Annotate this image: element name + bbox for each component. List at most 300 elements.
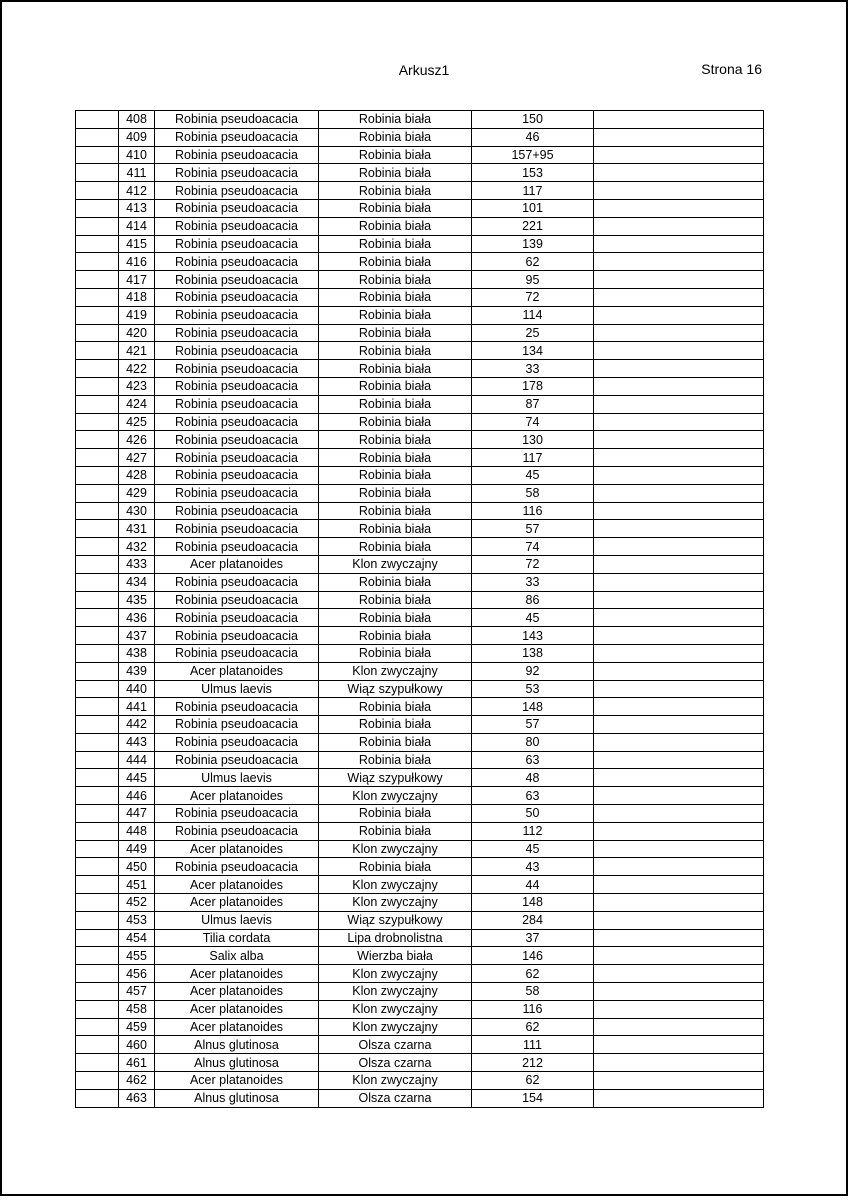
tree-number-cell: 416: [119, 253, 155, 271]
trunk-circumference-cell: 154: [472, 1089, 594, 1107]
notes-cell: [594, 894, 764, 912]
latin-name-cell: Ulmus laevis: [155, 680, 319, 698]
notes-cell: [594, 271, 764, 289]
trunk-circumference-cell: 130: [472, 431, 594, 449]
table-row: [76, 164, 764, 182]
trunk-circumference-cell: 284: [472, 911, 594, 929]
latin-name-cell: Robinia pseudoacacia: [155, 573, 319, 591]
blank-cell: [76, 288, 119, 306]
blank-cell: [76, 538, 119, 556]
latin-name-cell: Robinia pseudoacacia: [155, 271, 319, 289]
trunk-circumference-cell: 62: [472, 253, 594, 271]
latin-name-cell: Robinia pseudoacacia: [155, 716, 319, 734]
table-row: [76, 1000, 764, 1018]
notes-cell: [594, 253, 764, 271]
tree-number-cell: 424: [119, 395, 155, 413]
latin-name-cell: Robinia pseudoacacia: [155, 858, 319, 876]
polish-name-cell: Robinia biała: [319, 111, 472, 129]
table-row: [76, 271, 764, 289]
trunk-circumference-cell: 58: [472, 484, 594, 502]
trunk-circumference-cell: 117: [472, 449, 594, 467]
polish-name-cell: Robinia biała: [319, 484, 472, 502]
trunk-circumference-cell: 148: [472, 894, 594, 912]
notes-cell: [594, 911, 764, 929]
trunk-circumference-cell: 117: [472, 182, 594, 200]
table-row: [76, 217, 764, 235]
table-row: [76, 894, 764, 912]
tree-number-cell: 445: [119, 769, 155, 787]
trunk-circumference-cell: 57: [472, 520, 594, 538]
tree-number-cell: 419: [119, 306, 155, 324]
trunk-circumference-cell: 112: [472, 822, 594, 840]
polish-name-cell: Olsza czarna: [319, 1054, 472, 1072]
trunk-circumference-cell: 72: [472, 288, 594, 306]
polish-name-cell: Robinia biała: [319, 395, 472, 413]
latin-name-cell: Robinia pseudoacacia: [155, 306, 319, 324]
latin-name-cell: Alnus glutinosa: [155, 1089, 319, 1107]
table-row: [76, 395, 764, 413]
tree-number-cell: 412: [119, 182, 155, 200]
trunk-circumference-cell: 33: [472, 360, 594, 378]
latin-name-cell: Acer platanoides: [155, 662, 319, 680]
polish-name-cell: Klon zwyczajny: [319, 894, 472, 912]
blank-cell: [76, 431, 119, 449]
tree-number-cell: 420: [119, 324, 155, 342]
notes-cell: [594, 716, 764, 734]
notes-cell: [594, 840, 764, 858]
blank-cell: [76, 680, 119, 698]
table-row: [76, 787, 764, 805]
tree-number-cell: 429: [119, 484, 155, 502]
tree-number-cell: 428: [119, 466, 155, 484]
blank-cell: [76, 377, 119, 395]
notes-cell: [594, 698, 764, 716]
table-row: [76, 111, 764, 129]
notes-cell: [594, 1072, 764, 1090]
table-row: [76, 627, 764, 645]
latin-name-cell: Acer platanoides: [155, 876, 319, 894]
polish-name-cell: Wiąz szypułkowy: [319, 680, 472, 698]
latin-name-cell: Robinia pseudoacacia: [155, 360, 319, 378]
latin-name-cell: Acer platanoides: [155, 787, 319, 805]
latin-name-cell: Acer platanoides: [155, 965, 319, 983]
page-number: Strona 16: [701, 61, 762, 77]
polish-name-cell: Robinia biała: [319, 288, 472, 306]
table-row: [76, 306, 764, 324]
blank-cell: [76, 466, 119, 484]
polish-name-cell: Robinia biała: [319, 609, 472, 627]
tree-number-cell: 422: [119, 360, 155, 378]
trunk-circumference-cell: 25: [472, 324, 594, 342]
notes-cell: [594, 413, 764, 431]
polish-name-cell: Robinia biała: [319, 413, 472, 431]
tree-number-cell: 433: [119, 555, 155, 573]
table-row: [76, 1089, 764, 1107]
table-row: [76, 324, 764, 342]
table-row: [76, 733, 764, 751]
trunk-circumference-cell: 62: [472, 1018, 594, 1036]
notes-cell: [594, 306, 764, 324]
polish-name-cell: Wierzba biała: [319, 947, 472, 965]
polish-name-cell: Robinia biała: [319, 342, 472, 360]
blank-cell: [76, 1036, 119, 1054]
polish-name-cell: Lipa drobnolistna: [319, 929, 472, 947]
polish-name-cell: Robinia biała: [319, 751, 472, 769]
polish-name-cell: Klon zwyczajny: [319, 876, 472, 894]
polish-name-cell: Olsza czarna: [319, 1036, 472, 1054]
latin-name-cell: Ulmus laevis: [155, 769, 319, 787]
notes-cell: [594, 787, 764, 805]
polish-name-cell: Robinia biała: [319, 538, 472, 556]
tree-number-cell: 427: [119, 449, 155, 467]
table-row: [76, 199, 764, 217]
latin-name-cell: Ulmus laevis: [155, 911, 319, 929]
tree-number-cell: 436: [119, 609, 155, 627]
polish-name-cell: Robinia biała: [319, 128, 472, 146]
table-row: [76, 538, 764, 556]
table-row: [76, 822, 764, 840]
tree-number-cell: 462: [119, 1072, 155, 1090]
table-row: [76, 1072, 764, 1090]
latin-name-cell: Robinia pseudoacacia: [155, 591, 319, 609]
table-row: [76, 644, 764, 662]
notes-cell: [594, 733, 764, 751]
trunk-circumference-cell: 87: [472, 395, 594, 413]
latin-name-cell: Acer platanoides: [155, 555, 319, 573]
polish-name-cell: Klon zwyczajny: [319, 555, 472, 573]
trunk-circumference-cell: 111: [472, 1036, 594, 1054]
notes-cell: [594, 164, 764, 182]
trunk-circumference-cell: 148: [472, 698, 594, 716]
polish-name-cell: Klon zwyczajny: [319, 787, 472, 805]
table-row: [76, 1036, 764, 1054]
tree-number-cell: 426: [119, 431, 155, 449]
notes-cell: [594, 805, 764, 823]
notes-cell: [594, 947, 764, 965]
table-row: [76, 182, 764, 200]
polish-name-cell: Robinia biała: [319, 449, 472, 467]
trunk-circumference-cell: 92: [472, 662, 594, 680]
tree-number-cell: 443: [119, 733, 155, 751]
latin-name-cell: Robinia pseudoacacia: [155, 182, 319, 200]
trunk-circumference-cell: 74: [472, 413, 594, 431]
table-row: [76, 929, 764, 947]
tree-number-cell: 437: [119, 627, 155, 645]
trunk-circumference-cell: 63: [472, 751, 594, 769]
trunk-circumference-cell: 116: [472, 502, 594, 520]
tree-number-cell: 454: [119, 929, 155, 947]
trunk-circumference-cell: 53: [472, 680, 594, 698]
notes-cell: [594, 680, 764, 698]
latin-name-cell: Robinia pseudoacacia: [155, 466, 319, 484]
latin-name-cell: Acer platanoides: [155, 1000, 319, 1018]
latin-name-cell: Robinia pseudoacacia: [155, 751, 319, 769]
tree-number-cell: 441: [119, 698, 155, 716]
table-row: [76, 520, 764, 538]
polish-name-cell: Robinia biała: [319, 698, 472, 716]
latin-name-cell: Robinia pseudoacacia: [155, 377, 319, 395]
table-row: [76, 573, 764, 591]
blank-cell: [76, 733, 119, 751]
trunk-circumference-cell: 62: [472, 965, 594, 983]
trunk-circumference-cell: 80: [472, 733, 594, 751]
polish-name-cell: Robinia biała: [319, 716, 472, 734]
table-body: [76, 111, 764, 1108]
table-row: [76, 431, 764, 449]
latin-name-cell: Salix alba: [155, 947, 319, 965]
polish-name-cell: Robinia biała: [319, 573, 472, 591]
tree-number-cell: 450: [119, 858, 155, 876]
notes-cell: [594, 324, 764, 342]
table-row: [76, 716, 764, 734]
table-row: [76, 502, 764, 520]
blank-cell: [76, 787, 119, 805]
sheet-title: Arkusz1: [398, 62, 450, 78]
notes-cell: [594, 235, 764, 253]
blank-cell: [76, 947, 119, 965]
latin-name-cell: Robinia pseudoacacia: [155, 431, 319, 449]
notes-cell: [594, 431, 764, 449]
trunk-circumference-cell: 86: [472, 591, 594, 609]
latin-name-cell: Robinia pseudoacacia: [155, 164, 319, 182]
blank-cell: [76, 306, 119, 324]
notes-cell: [594, 520, 764, 538]
tree-number-cell: 421: [119, 342, 155, 360]
polish-name-cell: Robinia biała: [319, 644, 472, 662]
notes-cell: [594, 822, 764, 840]
notes-cell: [594, 484, 764, 502]
latin-name-cell: Robinia pseudoacacia: [155, 644, 319, 662]
notes-cell: [594, 1089, 764, 1107]
latin-name-cell: Robinia pseudoacacia: [155, 733, 319, 751]
polish-name-cell: Robinia biała: [319, 306, 472, 324]
blank-cell: [76, 894, 119, 912]
polish-name-cell: Robinia biała: [319, 164, 472, 182]
blank-cell: [76, 111, 119, 129]
tree-number-cell: 448: [119, 822, 155, 840]
blank-cell: [76, 662, 119, 680]
polish-name-cell: Klon zwyczajny: [319, 840, 472, 858]
tree-number-cell: 449: [119, 840, 155, 858]
latin-name-cell: Robinia pseudoacacia: [155, 698, 319, 716]
latin-name-cell: Acer platanoides: [155, 840, 319, 858]
polish-name-cell: Robinia biała: [319, 502, 472, 520]
table-row: [76, 555, 764, 573]
polish-name-cell: Wiąz szypułkowy: [319, 911, 472, 929]
tree-number-cell: 435: [119, 591, 155, 609]
notes-cell: [594, 858, 764, 876]
notes-cell: [594, 288, 764, 306]
blank-cell: [76, 217, 119, 235]
polish-name-cell: Robinia biała: [319, 377, 472, 395]
notes-cell: [594, 644, 764, 662]
notes-cell: [594, 395, 764, 413]
tree-number-cell: 432: [119, 538, 155, 556]
polish-name-cell: Robinia biała: [319, 199, 472, 217]
trunk-circumference-cell: 63: [472, 787, 594, 805]
latin-name-cell: Robinia pseudoacacia: [155, 324, 319, 342]
blank-cell: [76, 484, 119, 502]
blank-cell: [76, 164, 119, 182]
polish-name-cell: Wiąz szypułkowy: [319, 769, 472, 787]
polish-name-cell: Robinia biała: [319, 627, 472, 645]
latin-name-cell: Robinia pseudoacacia: [155, 128, 319, 146]
tree-number-cell: 446: [119, 787, 155, 805]
table-row: [76, 235, 764, 253]
latin-name-cell: Robinia pseudoacacia: [155, 413, 319, 431]
latin-name-cell: Robinia pseudoacacia: [155, 146, 319, 164]
tree-number-cell: 457: [119, 983, 155, 1001]
notes-cell: [594, 449, 764, 467]
notes-cell: [594, 929, 764, 947]
polish-name-cell: Olsza czarna: [319, 1089, 472, 1107]
tree-number-cell: 442: [119, 716, 155, 734]
trunk-circumference-cell: 45: [472, 840, 594, 858]
table-row: [76, 128, 764, 146]
notes-cell: [594, 466, 764, 484]
blank-cell: [76, 822, 119, 840]
trunk-circumference-cell: 139: [472, 235, 594, 253]
notes-cell: [594, 769, 764, 787]
blank-cell: [76, 573, 119, 591]
tree-number-cell: 439: [119, 662, 155, 680]
polish-name-cell: Klon zwyczajny: [319, 983, 472, 1001]
trunk-circumference-cell: 50: [472, 805, 594, 823]
table-row: [76, 947, 764, 965]
tree-number-cell: 451: [119, 876, 155, 894]
trunk-circumference-cell: 48: [472, 769, 594, 787]
polish-name-cell: Robinia biała: [319, 182, 472, 200]
tree-number-cell: 440: [119, 680, 155, 698]
trunk-circumference-cell: 62: [472, 1072, 594, 1090]
table-row: [76, 876, 764, 894]
tree-number-cell: 409: [119, 128, 155, 146]
table-row: [76, 698, 764, 716]
trunk-circumference-cell: 37: [472, 929, 594, 947]
polish-name-cell: Robinia biała: [319, 520, 472, 538]
notes-cell: [594, 128, 764, 146]
latin-name-cell: Robinia pseudoacacia: [155, 502, 319, 520]
polish-name-cell: Robinia biała: [319, 146, 472, 164]
tree-number-cell: 455: [119, 947, 155, 965]
notes-cell: [594, 983, 764, 1001]
table-row: [76, 858, 764, 876]
trunk-circumference-cell: 72: [472, 555, 594, 573]
latin-name-cell: Robinia pseudoacacia: [155, 111, 319, 129]
notes-cell: [594, 662, 764, 680]
table-row: [76, 360, 764, 378]
notes-cell: [594, 591, 764, 609]
tree-inventory-table: [75, 110, 764, 1108]
tree-number-cell: 411: [119, 164, 155, 182]
table-row: [76, 1054, 764, 1072]
polish-name-cell: Klon zwyczajny: [319, 1000, 472, 1018]
table-row: [76, 449, 764, 467]
polish-name-cell: Robinia biała: [319, 235, 472, 253]
trunk-circumference-cell: 143: [472, 627, 594, 645]
tree-number-cell: 459: [119, 1018, 155, 1036]
polish-name-cell: Robinia biała: [319, 271, 472, 289]
tree-number-cell: 415: [119, 235, 155, 253]
tree-number-cell: 438: [119, 644, 155, 662]
notes-cell: [594, 627, 764, 645]
polish-name-cell: Robinia biała: [319, 431, 472, 449]
notes-cell: [594, 377, 764, 395]
notes-cell: [594, 1036, 764, 1054]
notes-cell: [594, 146, 764, 164]
table-row: [76, 1018, 764, 1036]
blank-cell: [76, 182, 119, 200]
latin-name-cell: Acer platanoides: [155, 1018, 319, 1036]
trunk-circumference-cell: 58: [472, 983, 594, 1001]
blank-cell: [76, 627, 119, 645]
table-row: [76, 484, 764, 502]
latin-name-cell: Robinia pseudoacacia: [155, 253, 319, 271]
notes-cell: [594, 111, 764, 129]
blank-cell: [76, 1018, 119, 1036]
trunk-circumference-cell: 33: [472, 573, 594, 591]
table-row: [76, 983, 764, 1001]
trunk-circumference-cell: 153: [472, 164, 594, 182]
tree-number-cell: 414: [119, 217, 155, 235]
table-row: [76, 840, 764, 858]
blank-cell: [76, 271, 119, 289]
blank-cell: [76, 698, 119, 716]
blank-cell: [76, 609, 119, 627]
blank-cell: [76, 805, 119, 823]
blank-cell: [76, 502, 119, 520]
latin-name-cell: Robinia pseudoacacia: [155, 235, 319, 253]
latin-name-cell: Robinia pseudoacacia: [155, 288, 319, 306]
latin-name-cell: Robinia pseudoacacia: [155, 520, 319, 538]
blank-cell: [76, 253, 119, 271]
tree-number-cell: 423: [119, 377, 155, 395]
latin-name-cell: Acer platanoides: [155, 1072, 319, 1090]
trunk-circumference-cell: 116: [472, 1000, 594, 1018]
tree-number-cell: 461: [119, 1054, 155, 1072]
trunk-circumference-cell: 178: [472, 377, 594, 395]
polish-name-cell: Robinia biała: [319, 805, 472, 823]
polish-name-cell: Klon zwyczajny: [319, 1018, 472, 1036]
latin-name-cell: Robinia pseudoacacia: [155, 538, 319, 556]
latin-name-cell: Robinia pseudoacacia: [155, 822, 319, 840]
polish-name-cell: Robinia biała: [319, 822, 472, 840]
blank-cell: [76, 555, 119, 573]
trunk-circumference-cell: 45: [472, 609, 594, 627]
tree-number-cell: 460: [119, 1036, 155, 1054]
notes-cell: [594, 502, 764, 520]
tree-number-cell: 444: [119, 751, 155, 769]
blank-cell: [76, 876, 119, 894]
latin-name-cell: Alnus glutinosa: [155, 1054, 319, 1072]
blank-cell: [76, 235, 119, 253]
notes-cell: [594, 751, 764, 769]
table-row: [76, 413, 764, 431]
blank-cell: [76, 983, 119, 1001]
polish-name-cell: Robinia biała: [319, 858, 472, 876]
blank-cell: [76, 360, 119, 378]
trunk-circumference-cell: 46: [472, 128, 594, 146]
trunk-circumference-cell: 57: [472, 716, 594, 734]
tree-number-cell: 417: [119, 271, 155, 289]
blank-cell: [76, 128, 119, 146]
polish-name-cell: Klon zwyczajny: [319, 662, 472, 680]
trunk-circumference-cell: 221: [472, 217, 594, 235]
blank-cell: [76, 1054, 119, 1072]
table-row: [76, 680, 764, 698]
blank-cell: [76, 858, 119, 876]
tree-number-cell: 452: [119, 894, 155, 912]
